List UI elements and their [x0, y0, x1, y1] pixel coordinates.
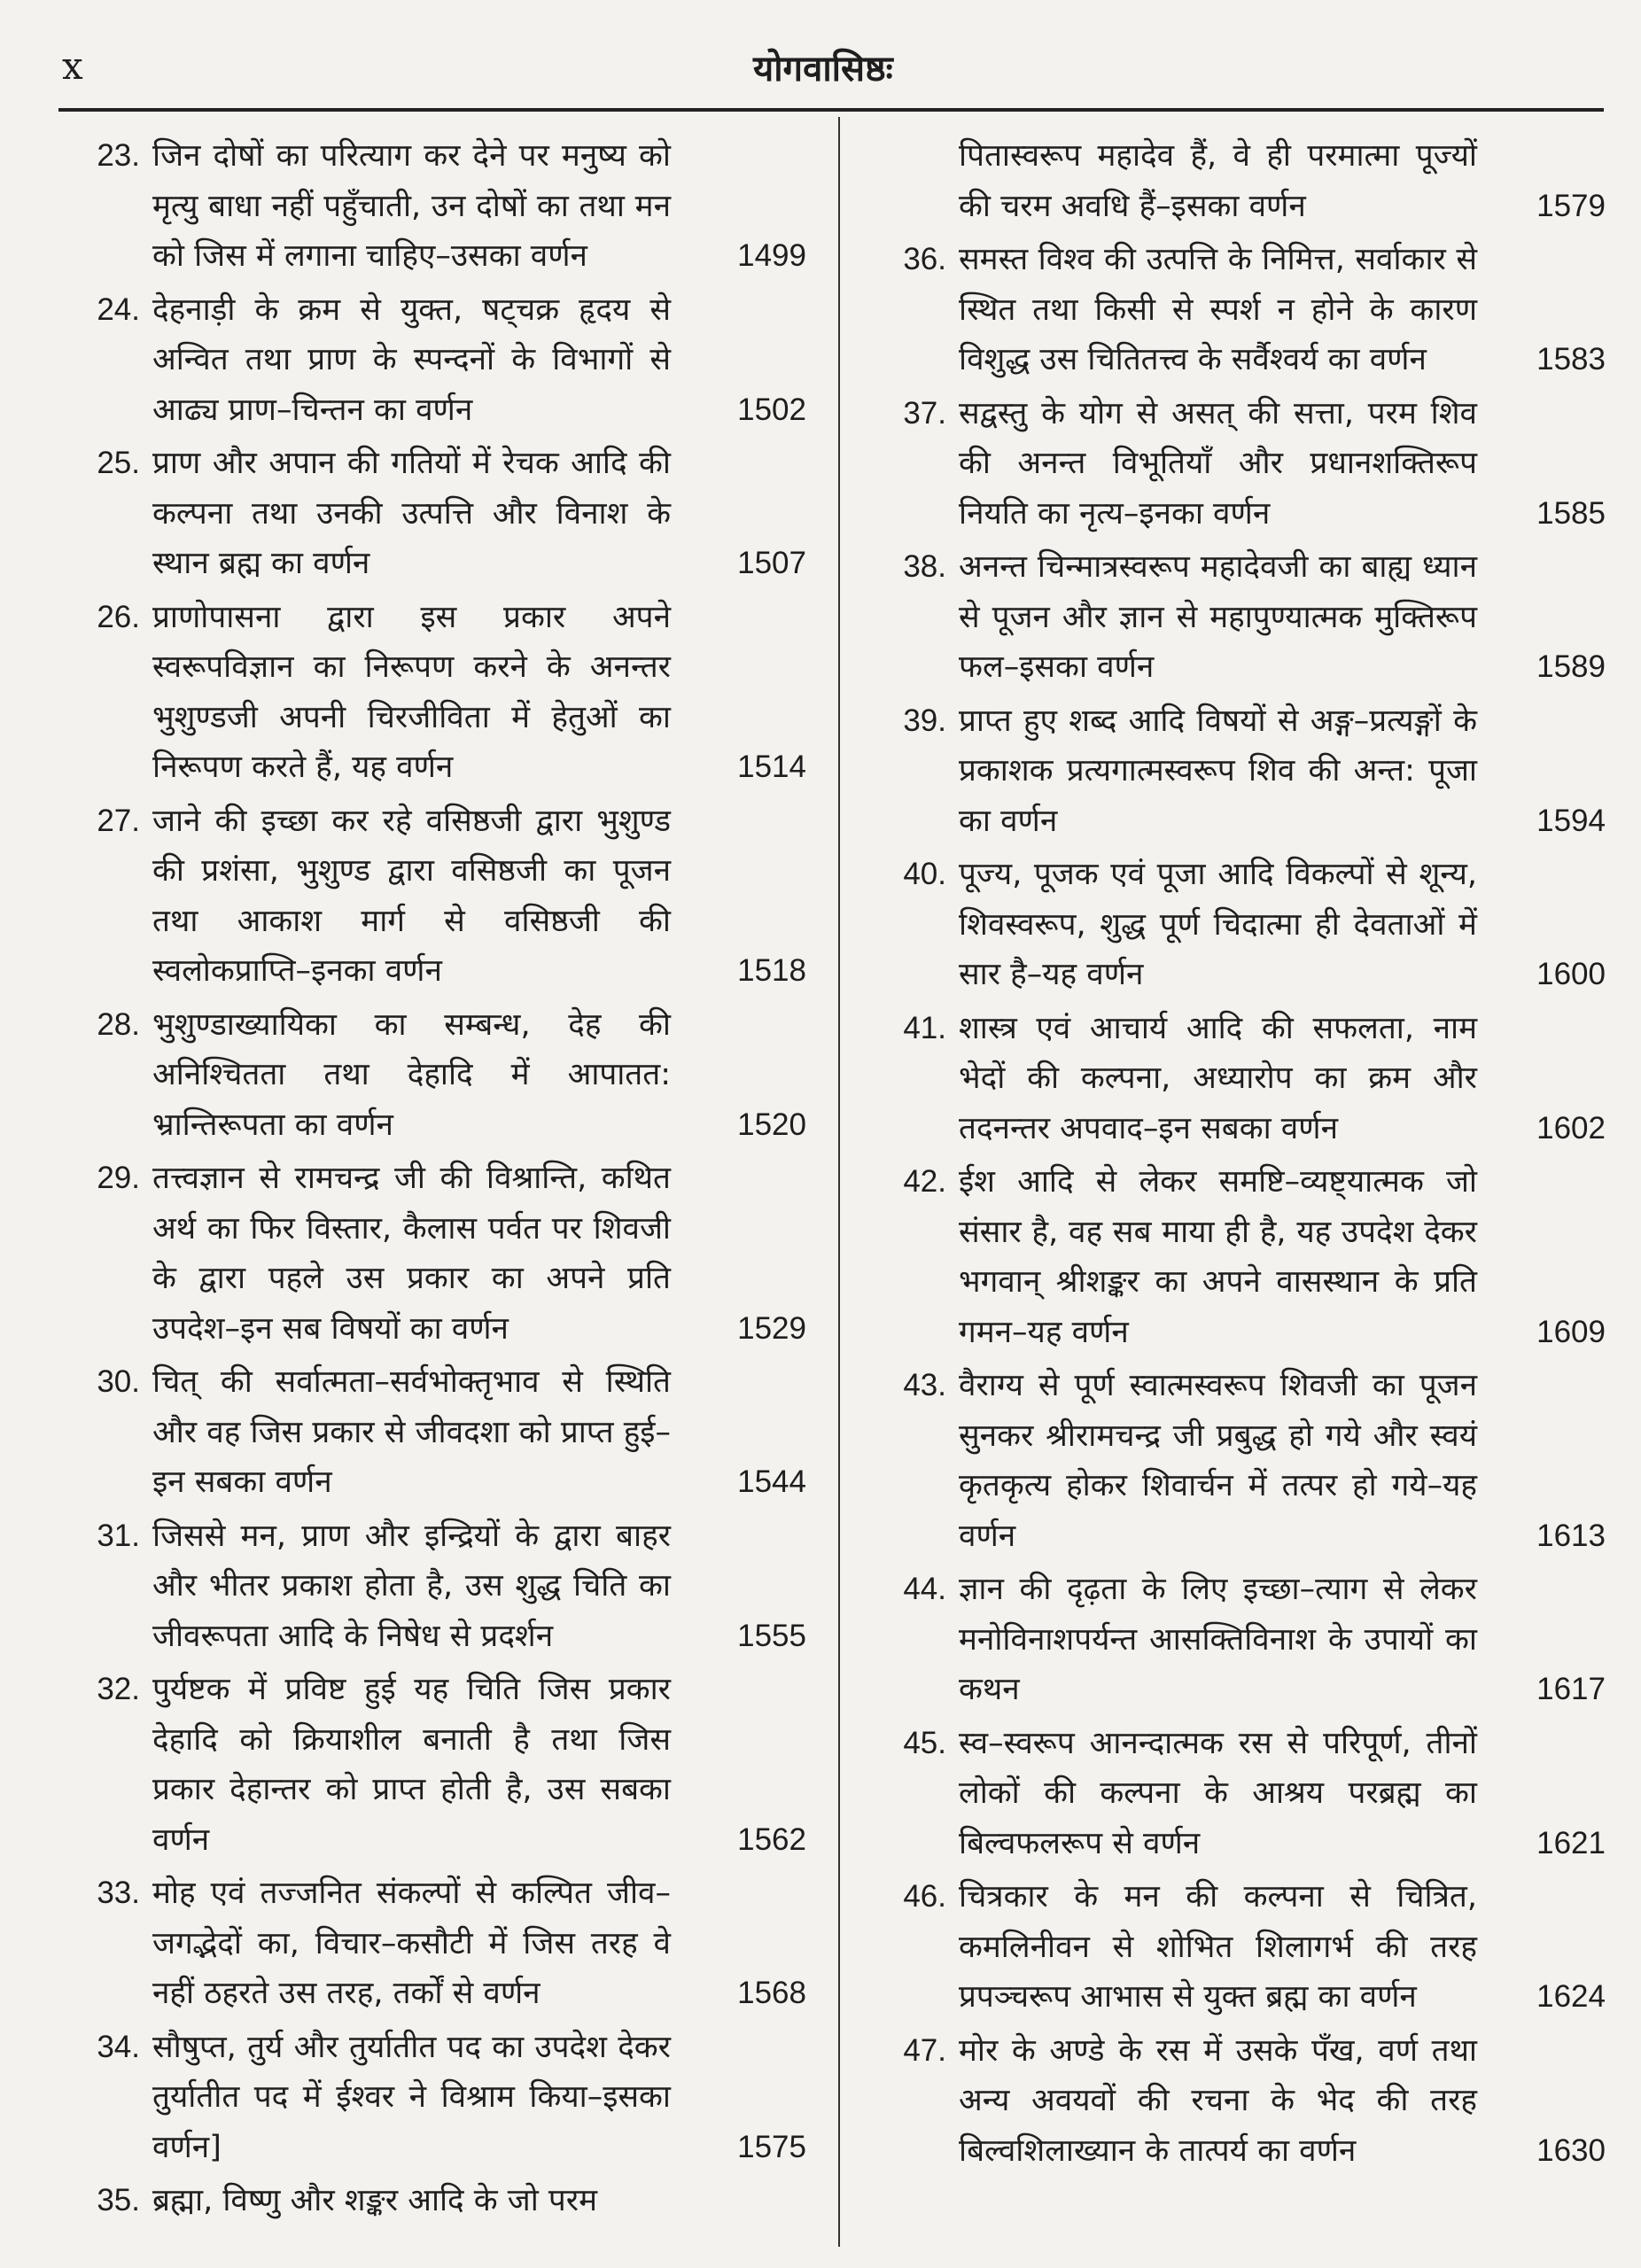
column-divider: [838, 117, 840, 2247]
entry-title: पूज्य, पूजक एवं पूजा आदि विकल्पों से शून्य, शिवस्वरूप, शुद्ध पूर्ण चिदात्मा ही देवताओं में सार है–यह वर्णन: [959, 857, 1477, 992]
entry-page-number: 1613: [1536, 1518, 1606, 1553]
toc-entry: [55, 2176, 806, 2226]
entry-number: 35.: [97, 2183, 140, 2218]
entry-page-number: 1520: [737, 1107, 806, 1142]
entry-title: पुर्यष्टक में प्रविष्ट हुई यह चिति जिस प्रकार देहादि को क्रियाशील बनाती है तथा जिस प्रकार देहान्तर को प्राप्त होती है, उस सबका वर्णन: [152, 1672, 671, 1858]
entry-page-number: 1624: [1536, 1979, 1606, 2014]
entry-page-number: 1499: [737, 238, 806, 273]
toc-entry: [55, 439, 806, 589]
entry-page-number: 1594: [1536, 803, 1606, 838]
entry-page-number: 1589: [1536, 649, 1606, 684]
entry-number: 41.: [903, 1010, 946, 1045]
toc-entry: [861, 1157, 1606, 1357]
entry-page-number: 1579: [1536, 188, 1606, 223]
entry-number: 29.: [97, 1161, 140, 1195]
toc-entry: [861, 696, 1606, 847]
entry-page-number: 1600: [1536, 957, 1606, 991]
right-column: [861, 131, 1606, 2179]
toc-entry: [861, 1872, 1606, 2023]
page-folio: x: [62, 44, 83, 88]
entry-title: वैराग्य से पूर्ण स्वात्मस्वरूप शिवजी का पूजन सुनकर श्रीरामचन्द्र जी प्रबुद्ध हो गये और स्वयं कृतकृत्य होकर शिवार्चन में तत्पर हो गये–यह वर्णन: [959, 1368, 1477, 1554]
entry-title: तत्त्वज्ञान से रामचन्द्र जी की विश्रान्ति, कथित अर्थ का फिर विस्तार, कैलास पर्वत पर शिवजी के द्वारा पहले उस प्रकार का अपने प्रति उपदेश–इन सब विषयों का वर्णन: [152, 1161, 671, 1347]
entry-page-number: 1621: [1536, 1825, 1606, 1860]
entry-page-number: 1518: [737, 953, 806, 988]
entry-page-number: 1602: [1536, 1110, 1606, 1146]
entry-title: शास्त्र एवं आचार्य आदि की सफलता, नाम भेदों की कल्पना, अध्यारोप का क्रम और तदनन्तर अपवाद–इन सबका वर्णन: [959, 1010, 1477, 1146]
entry-number: 43.: [903, 1368, 946, 1402]
entry-title: देहनाड़ी के क्रम से युक्त, षट्चक्र हृदय से अन्वित तथा प्राण के स्पन्दनों के विभागों से आढ्य प्राण–चिन्तन का वर्णन: [152, 291, 671, 428]
toc-entry: [55, 1665, 806, 1865]
header-rule: [58, 108, 1604, 112]
entry-title: समस्त विश्व की उत्पत्ति के निमित्त, सर्वाकार से स्थित तथा किसी से स्पर्श न होने के कारण विशुद्ध उस चितितत्त्व के सर्वैश्वर्य का वर्णन: [959, 242, 1477, 377]
entry-title: सद्वस्तु के योग से असत् की सत्ता, परम शिव की अनन्त विभूतियाँ और प्रधानशक्तिरूप नियति का नृत्य–इनका वर्णन: [959, 395, 1477, 532]
entry-number: 46.: [903, 1879, 946, 1914]
entry-title: सौषुप्त, तुर्य और तुर्यातीत पद का उपदेश देकर तुर्यातीत पद में ईश्वर ने विश्राम किया–इसका वर्णन]: [152, 2029, 671, 2165]
entry-number: 27.: [97, 803, 140, 838]
toc-entry: [861, 389, 1606, 540]
entry-number: 31.: [97, 1518, 140, 1553]
entry-number: 28.: [97, 1006, 140, 1042]
entry-title: चित् की सर्वात्मता–सर्वभोक्तृभाव से स्थिति और वह जिस प्रकार से जीवदशा को प्राप्त हुई–इन सबका वर्णन: [152, 1364, 671, 1500]
entry-title: ब्रह्मा, विष्णु और शङ्कर आदि के जो परम: [152, 2183, 598, 2218]
entry-title: चित्रकार के मन की कल्पना से चित्रित, कमलिनीवन से शोभित शिलागर्भ की तरह प्रपञ्चरूप आभास से युक्त ब्रह्म का वर्णन: [959, 1879, 1477, 2015]
entry-page-number: 1555: [737, 1618, 806, 1653]
entry-number: 32.: [97, 1672, 140, 1706]
entry-title: जाने की इच्छा कर रहे वसिष्ठजी द्वारा भुशुण्ड की प्रशंसा, भुशुण्ड द्वारा वसिष्ठजी का पूजन तथा आकाश मार्ग से वसिष्ठजी की स्वलोकप्राप्ति–इनका वर्णन: [152, 803, 671, 989]
entry-title: प्राणोपासना द्वारा इस प्रकार अपने स्वरूपविज्ञान का निरूपण करने के अनन्तर भुशुण्डजी अपनी चिरजीविता में हेतुओं का निरूपण करते हैं, यह वर्णन: [152, 599, 671, 785]
entry-number: 40.: [903, 857, 946, 891]
toc-entry: [861, 131, 1606, 231]
entry-title: ज्ञान की दृढ़ता के लिए इच्छा–त्याग से लेकर मनोविनाशपर्यन्त आसक्तिविनाश के उपायों का कथन: [959, 1572, 1477, 1707]
entry-number: 26.: [97, 599, 140, 634]
toc-entry: [861, 850, 1606, 1000]
entry-number: 44.: [903, 1572, 946, 1606]
entry-page-number: 1544: [737, 1464, 806, 1499]
toc-entry: [861, 1719, 1606, 1869]
entry-number: 33.: [97, 1876, 140, 1910]
entry-title: मोर के अण्डे के रस में उसके पँख, वर्ण तथा अन्य अवयवों की रचना के भेद की तरह बिल्वशिलाख्यान के तात्पर्य का वर्णन: [959, 2032, 1477, 2169]
toc-entry: [55, 2023, 806, 2173]
toc-entry: [55, 1357, 806, 1508]
toc-entry: [861, 542, 1606, 693]
entry-title: प्राप्त हुए शब्द आदि विषयों से अङ्ग–प्रत्यङ्गों के प्रकाशक प्रत्यगात्मस्वरूप शिव की अन्त: पूजा का वर्णन: [959, 703, 1477, 839]
entry-number: 25.: [97, 446, 140, 480]
entry-title: जिससे मन, प्राण और इन्द्रियों के द्वारा बाहर और भीतर प्रकाश होता है, उस शुद्ध चिति का जीवरूपता आदि के निषेध से प्रदर्शन: [152, 1518, 671, 1654]
entry-page-number: 1529: [737, 1310, 806, 1346]
toc-entry: [861, 235, 1606, 385]
entry-number: 45.: [903, 1725, 946, 1760]
toc-entry: [861, 1004, 1606, 1154]
entry-page-number: 1568: [737, 1976, 806, 2010]
entry-page-number: 1585: [1536, 495, 1606, 531]
entry-number: 34.: [97, 2029, 140, 2064]
entry-page-number: 1514: [737, 750, 806, 784]
entry-title: स्व–स्वरूप आनन्दात्मक रस से परिपूर्ण, तीनों लोकों की कल्पना के आश्रय परब्रह्म का बिल्वफलरूप से वर्णन: [959, 1725, 1477, 1861]
entry-title: पितास्वरूप महादेव हैं, वे ही परमात्मा पूज्यों की चरम अवधि हैं–इसका वर्णन: [959, 138, 1477, 224]
toc-entry: [55, 1153, 806, 1354]
entry-number: 23.: [97, 138, 140, 173]
toc-entry: [861, 2026, 1606, 2177]
toc-entry: [55, 593, 806, 793]
entry-page-number: 1617: [1536, 1672, 1606, 1706]
entry-title: जिन दोषों का परित्याग कर देने पर मनुष्य को मृत्यु बाधा नहीं पहुँचाती, उन दोषों का तथा मन को जिस में लगाना चाहिए–उसका वर्णन: [152, 138, 671, 274]
toc-entry: [55, 1868, 806, 2019]
entry-number: 30.: [97, 1364, 140, 1399]
toc-entry: [55, 285, 806, 436]
entry-page-number: 1630: [1536, 2132, 1606, 2168]
entry-page-number: 1507: [737, 546, 806, 580]
running-title: योगवासिष्ठः: [753, 49, 893, 89]
page-header: [62, 34, 1606, 105]
entry-number: 42.: [903, 1164, 946, 1199]
entry-page-number: 1502: [737, 392, 806, 427]
entry-title: मोह एवं तज्जनित संकल्पों से कल्पित जीव–जगद्भेदों का, विचार–कसौटी में जिस तरह वे नहीं ठहरते उस तरह, तर्कों से वर्णन: [152, 1876, 671, 2011]
toc-entry: [55, 1000, 806, 1151]
entry-title: ईश आदि से लेकर समष्टि–व्यष्ट्यात्मक जो संसार है, वह सब माया ही है, यह उपदेश देकर भगवान् श्रीशङ्कर का अपने वासस्थान के प्रति गमन–यह वर्णन: [959, 1164, 1477, 1350]
entry-number: 24.: [97, 291, 140, 327]
entry-number: 36.: [903, 242, 946, 276]
entry-page-number: 1609: [1536, 1314, 1606, 1349]
entry-title: अनन्त चिन्मात्रस्वरूप महादेवजी का बाह्य ध्यान से पूजन और ज्ञान से महापुण्यात्मक मुक्तिरूप फल–इसका वर्णन: [959, 549, 1477, 685]
toc-entry: [55, 796, 806, 997]
entry-number: 38.: [903, 549, 946, 584]
entry-number: 39.: [903, 703, 946, 738]
entry-title: भुशुण्डाख्यायिका का सम्बन्ध, देह की अनिश्चितता तथा देहादि में आपातत: भ्रान्तिरूपता का वर्णन: [152, 1006, 671, 1143]
entry-title: प्राण और अपान की गतियों में रेचक आदि की कल्पना तथा उनकी उत्पत्ति और विनाश के स्थान ब्रह्म का वर्णन: [152, 446, 671, 581]
toc-entry: [55, 131, 806, 282]
entry-number: 37.: [903, 395, 946, 431]
toc-entry: [55, 1511, 806, 1662]
entry-number: 47.: [903, 2032, 946, 2068]
left-column: [55, 131, 806, 2230]
entry-page-number: 1575: [737, 2129, 806, 2164]
toc-entry: [861, 1361, 1606, 1561]
toc-entry: [861, 1565, 1606, 1715]
entry-page-number: 1583: [1536, 342, 1606, 377]
entry-page-number: 1562: [737, 1821, 806, 1857]
